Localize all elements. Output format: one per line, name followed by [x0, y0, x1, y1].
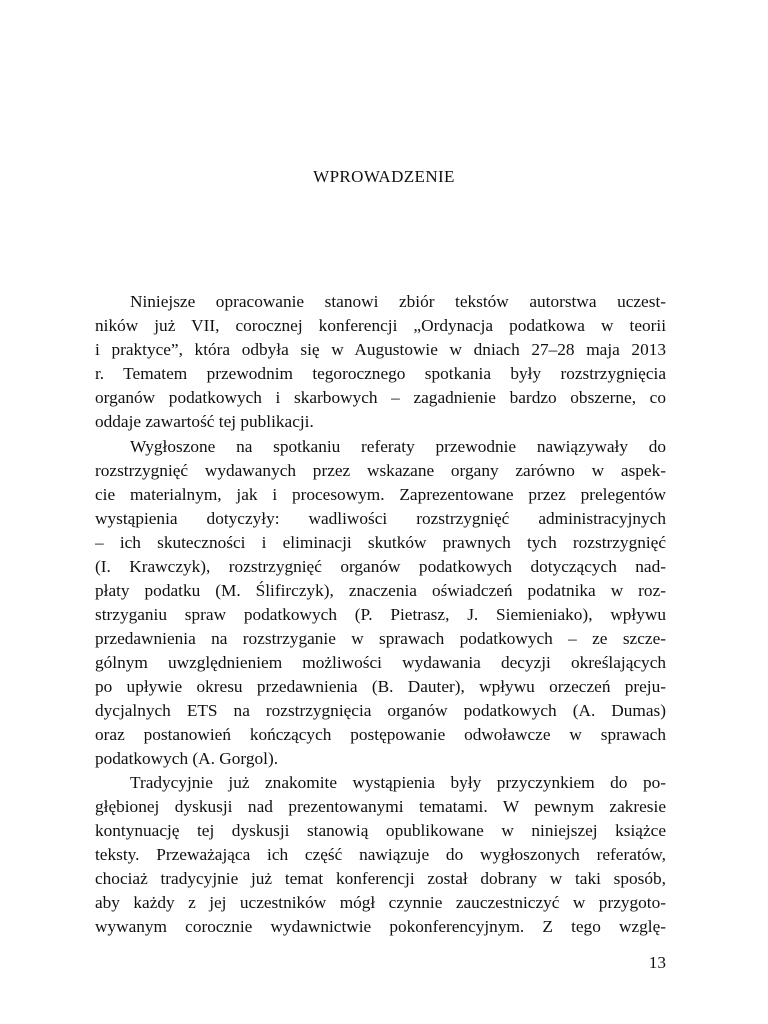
text-line: ników już VII, corocznej konferencji „Ordynacja podatkowa w teorii	[95, 316, 666, 335]
text-line: r. Tematem przewodnim tegorocznego spotkania były rozstrzygnięcia	[95, 364, 666, 383]
text-line: dycjalnych ETS na rozstrzygnięcia organów podatkowych (A. Dumas)	[95, 701, 666, 720]
text-line: i praktyce”, która odbyła się w Augustowie w dniach 27–28 maja 2013	[95, 340, 666, 359]
page-title: WPROWADZENIE	[313, 167, 455, 186]
text-line: Niniejsze opracowanie stanowi zbiór tekstów autorstwa uczest-	[130, 292, 666, 311]
text-line: kontynuację tej dyskusji stanowią opublikowane w niniejszej książce	[95, 821, 666, 840]
text-line: oddaje zawartość tej publikacji.	[95, 412, 314, 431]
text-line: wystąpienia dotyczyły: wadliwości rozstrzygnięć administracyjnych	[95, 509, 666, 528]
text-line: aby każdy z jej uczestników mógł czynnie zauczestniczyć w przygoto-	[95, 893, 666, 912]
text-line: głębionej dyskusji nad prezentowanymi tematami. W pewnym zakresie	[95, 797, 666, 816]
text-line: strzyganiu spraw podatkowych (P. Pietrasz, J. Siemieniako), wpływu	[95, 605, 666, 624]
text-line: podatkowych (A. Gorgol).	[95, 749, 279, 768]
text-line: teksty. Przeważająca ich część nawiązuje do wygłoszonych referatów,	[95, 845, 666, 864]
text-line: wywanym corocznie wydawnictwie pokonferencyjnym. Z tego wzglę-	[95, 917, 666, 936]
text-line: przedawnienia na rozstrzyganie w sprawach podatkowych – ze szcze-	[95, 629, 666, 648]
text-line: po upływie okresu przedawnienia (B. Dauter), wpływu orzeczeń preju-	[95, 677, 666, 696]
text-line: Tradycyjnie już znakomite wystąpienia były przyczynkiem do po-	[130, 773, 666, 792]
text-line: gólnym uwzględnieniem możliwości wydawania decyzji określających	[95, 653, 666, 672]
text-line: oraz postanowień kończących postępowanie odwoławcze w sprawach	[95, 725, 666, 744]
page-number: 13	[648, 953, 666, 972]
text-line: – ich skuteczności i eliminacji skutków prawnych tych rozstrzygnięć	[95, 533, 666, 552]
text-line: płaty podatku (M. Ślifirczyk), znaczenia oświadczeń podatnika w roz-	[95, 581, 666, 600]
text-line: (I. Krawczyk), rozstrzygnięć organów podatkowych dotyczących nad-	[95, 557, 666, 576]
text-line: Wygłoszone na spotkaniu referaty przewodnie nawiązywały do	[130, 437, 666, 456]
text-line: rozstrzygnięć wydawanych przez wskazane organy zarówno w aspek-	[95, 461, 666, 480]
text-line: cie materialnym, jak i procesowym. Zaprezentowane przez prelegentów	[95, 485, 666, 504]
text-line: chociaż tradycyjnie już temat konferencji został dobrany w taki sposób,	[95, 869, 666, 888]
text-line: organów podatkowych i skarbowych – zagadnienie bardzo obszerne, co	[95, 388, 666, 407]
